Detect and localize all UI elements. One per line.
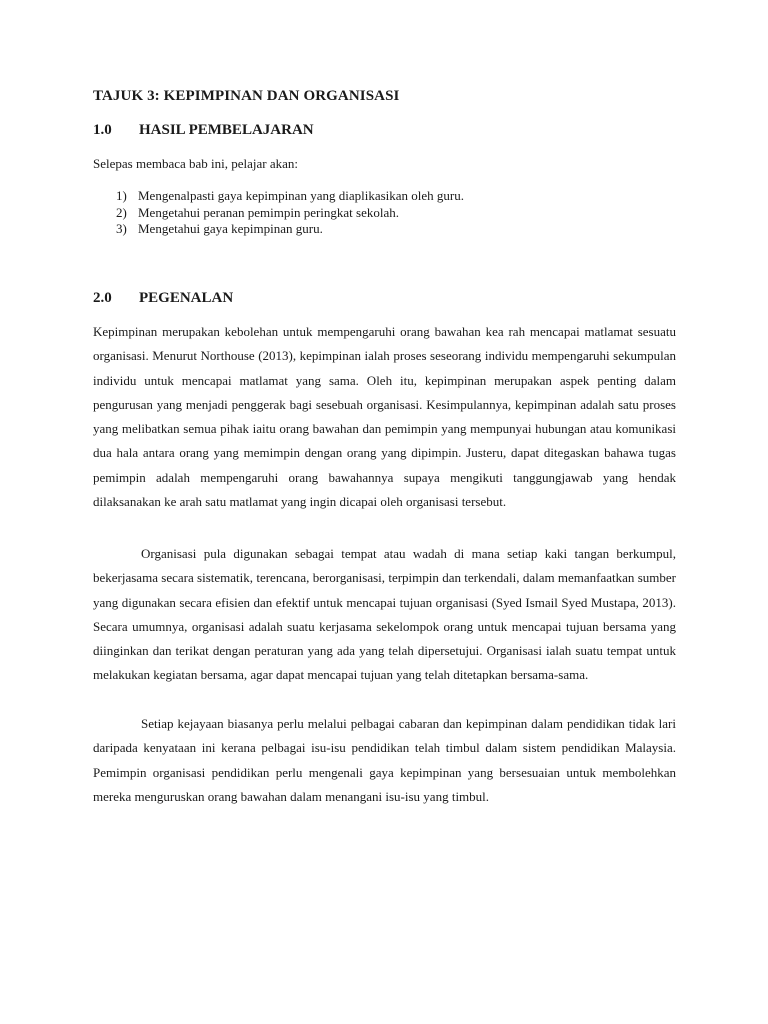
list-item-text: Mengetahui gaya kepimpinan guru. [138,221,323,236]
objectives-list [116,188,464,238]
paragraph-leadership: Kepimpinan merupakan kebolehan untuk mempengaruhi orang bawahan kea rah mencapai matlamat sesuatu organisasi. Menurut Northouse (2013), kepimpinan ialah proses seseorang individu mempengaruhi sekumpulan individu untuk mencapai matlamat yang sama. Oleh itu, kepimpinan merupakan aspek penting dalam pengurusan yang menjadi penggerak bagi sesebuah organisasi. Kesimpulannya, kepimpinan adalah satu proses yang melibatkan semua pihak iaitu orang bawahan dan pemimpin yang mempunyai hubungan atau komunikasi dua hala antara orang yang memimpin dengan orang yang dipimpin. Justeru, dapat ditegaskan bahawa tugas pemimpin adalah mempengaruhi orang bawahannya supaya mengikuti tanggungjawab yang hendak dilaksanakan ke arah satu matlamat yang ingin dicapai oleh organisasi tersebut. [93,324,676,510]
document-title: TAJUK 3: KEPIMPINAN DAN ORGANISASI [93,88,400,104]
list-item-number: 1) [116,188,127,203]
list-item-text: Mengetahui peranan pemimpin peringkat sekolah. [138,204,400,220]
section-heading-introduction [93,290,233,307]
list-item [116,221,464,238]
objectives-intro: Selepas membaca bab ini, pelajar akan: [93,156,299,171]
list-item [116,188,464,205]
paragraph-organisation: Organisasi pula digunakan sebagai tempat atau wadah di mana setiap kaki tangan berkumpul, bekerjasama secara sistematik, terencana, berorganisasi, terpimpin dan terkendali, dalam memanfaatkan sumber yang digunakan secara efisien dan efektif untuk mencapai tujuan organisasi (Syed Ismail Syed Mustapa, 2013). Secara umumnya, organisasi adalah suatu kerjasama sekelompok orang untuk mencapai tujuan bersama yang diinginkan dan terikat dengan peraturan yang ada yang telah dipersetujui. Organisasi ialah suatu tempat untuk melakukan kegiatan bersama, agar dapat mencapai tujuan yang telah ditetapkan bersama-sama. [93,546,676,683]
section-number: 2.0 [93,290,112,306]
paragraph-challenges: Setiap kejayaan biasanya perlu melalui pelbagai cabaran dan kepimpinan dalam pendidikan tidak lari daripada kenyataan ini kerana pelbagai isu-isu pendidikan telah timbul dalam sistem pendidikan Malaysia. Pemimpin organisasi pendidikan perlu mengenali gaya kepimpinan yang bersesuaian untuk membolehkan mereka menguruskan orang bawahan dalam menangani isu-isu yang timbul. [93,716,676,804]
section-heading-learning-outcomes [93,122,314,139]
list-item [116,205,464,222]
list-item-number: 3) [116,221,127,236]
list-item-text: Mengenalpasti gaya kepimpinan yang diaplikasikan oleh guru. [138,188,464,203]
section-number: 1.0 [93,122,112,138]
list-item-number: 2) [116,204,127,220]
section-title: PEGENALAN [139,290,234,306]
section-title: HASIL PEMBELAJARAN [139,122,314,138]
